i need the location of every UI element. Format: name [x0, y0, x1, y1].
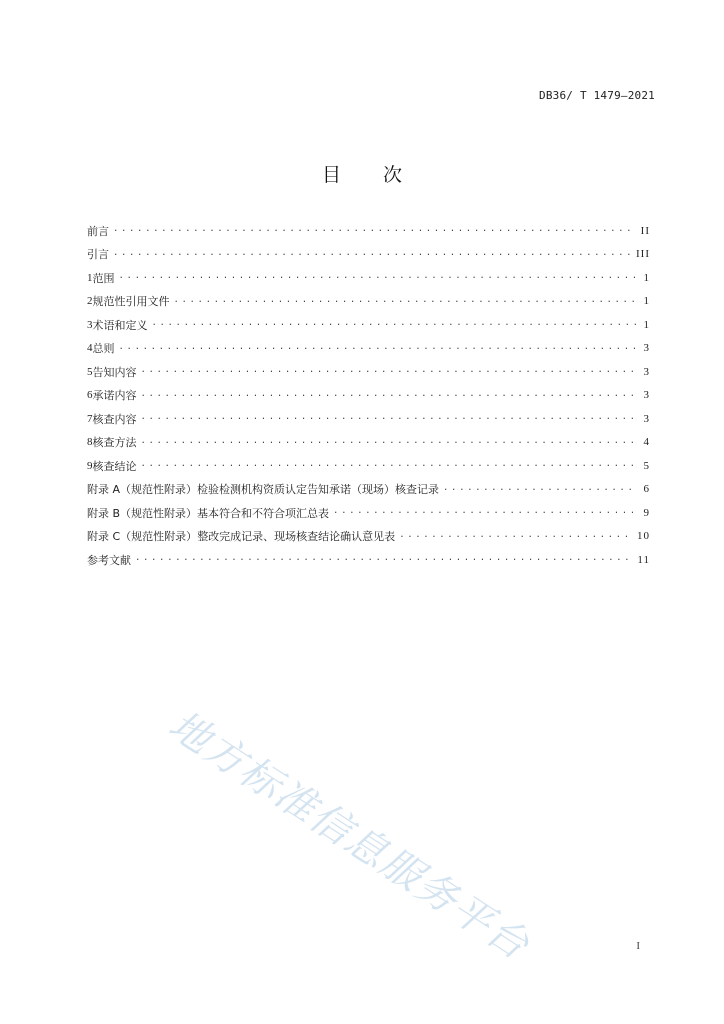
table-of-contents: [87, 219, 650, 572]
toc-entry-title: 核查结论: [92, 459, 137, 473]
toc-entry-page: 9: [643, 506, 650, 519]
toc-entry-title: 术语和定义: [92, 318, 148, 332]
page-number: I: [636, 940, 640, 952]
toc-entry-page: 3: [643, 365, 650, 378]
toc-entry-page: 1: [643, 271, 650, 284]
toc-entry-number: 3: [87, 318, 93, 331]
toc-leader-dots: [152, 319, 637, 330]
toc-entry[interactable]: [87, 360, 650, 384]
toc-entry[interactable]: [87, 384, 650, 408]
toc-entry-page: 5: [643, 459, 650, 472]
toc-entry-title: 引言: [87, 248, 109, 262]
toc-entry-number: 4: [87, 342, 93, 355]
toc-entry[interactable]: [87, 501, 650, 525]
toc-leader-dots: [141, 390, 637, 401]
toc-entry[interactable]: [87, 548, 650, 572]
toc-entry-number: 1: [87, 271, 93, 284]
toc-entry-number: 9: [87, 459, 93, 472]
toc-entry-title: 规范性引用文件: [92, 295, 170, 309]
page-title-char-1: 目: [321, 164, 341, 186]
toc-entry-title: 告知内容: [92, 365, 137, 379]
toc-entry-title: 承诺内容: [92, 389, 137, 403]
toc-entry[interactable]: [87, 219, 650, 243]
toc-entry-number: 5: [87, 365, 93, 378]
toc-entry-page: 4: [643, 436, 650, 449]
toc-entry-appendix-label: 附录 B（规范性附录）: [87, 506, 198, 520]
toc-entry[interactable]: [87, 266, 650, 290]
toc-leader-dots: [113, 225, 636, 236]
toc-leader-dots: [174, 296, 637, 307]
toc-entry[interactable]: [87, 337, 650, 361]
toc-entry-page: 11: [637, 553, 650, 566]
toc-entry-number: 6: [87, 389, 93, 402]
toc-entry[interactable]: [87, 290, 650, 314]
toc-entry[interactable]: [87, 525, 650, 549]
toc-entry-page: 10: [637, 530, 650, 543]
toc-entry-title: 基本符合和不符合项汇总表: [197, 506, 330, 520]
toc-entry-number: 7: [87, 412, 93, 425]
watermark-text: 地方标准信息服务平台: [160, 702, 538, 970]
toc-entry[interactable]: [87, 313, 650, 337]
toc-leader-dots: [141, 413, 637, 424]
toc-leader-dots: [333, 507, 636, 518]
toc-leader-dots: [399, 531, 633, 542]
toc-entry[interactable]: [87, 454, 650, 478]
toc-entry-title: 总则: [92, 342, 115, 356]
toc-leader-dots: [113, 249, 632, 260]
toc-entry-page: 1: [643, 295, 650, 308]
page-title-char-2: 次: [383, 164, 403, 186]
toc-entry-page: 3: [643, 389, 650, 402]
toc-entry-page: 3: [643, 412, 650, 425]
toc-entry-number: 8: [87, 436, 93, 449]
toc-leader-dots: [119, 272, 636, 283]
toc-entry[interactable]: [87, 407, 650, 431]
toc-leader-dots: [119, 343, 636, 354]
toc-leader-dots: [443, 484, 636, 495]
toc-leader-dots: [141, 437, 637, 448]
toc-leader-dots: [141, 460, 637, 471]
toc-entry-page: 6: [643, 483, 650, 496]
toc-entry-page: 3: [643, 342, 650, 355]
toc-entry[interactable]: [87, 431, 650, 455]
toc-entry-title: 核查内容: [92, 412, 137, 426]
toc-entry-appendix-label: 附录 A（规范性附录）: [87, 483, 198, 497]
toc-entry-title: 核查方法: [92, 436, 137, 450]
toc-entry-number: 2: [87, 295, 93, 308]
toc-entry-title: 整改完成记录、现场核查结论确认意见表: [197, 530, 396, 544]
toc-entry-page: 1: [643, 318, 650, 331]
toc-entry-title: 检验检测机构资质认定告知承诺（现场）核查记录: [197, 483, 440, 497]
page-title: [0, 160, 724, 187]
toc-entry[interactable]: [87, 478, 650, 502]
toc-entry-title: 参考文献: [87, 553, 131, 567]
toc-entry[interactable]: [87, 243, 650, 267]
standard-code: DB36/ T 1479—2021: [539, 89, 655, 102]
toc-entry-appendix-label: 附录 C（规范性附录）: [87, 530, 198, 544]
toc-entry-page: III: [636, 248, 650, 261]
toc-leader-dots: [135, 554, 633, 565]
toc-leader-dots: [141, 366, 637, 377]
toc-entry-title: 范围: [92, 271, 115, 285]
toc-entry-title: 前言: [87, 224, 109, 238]
toc-entry-page: II: [640, 224, 650, 237]
